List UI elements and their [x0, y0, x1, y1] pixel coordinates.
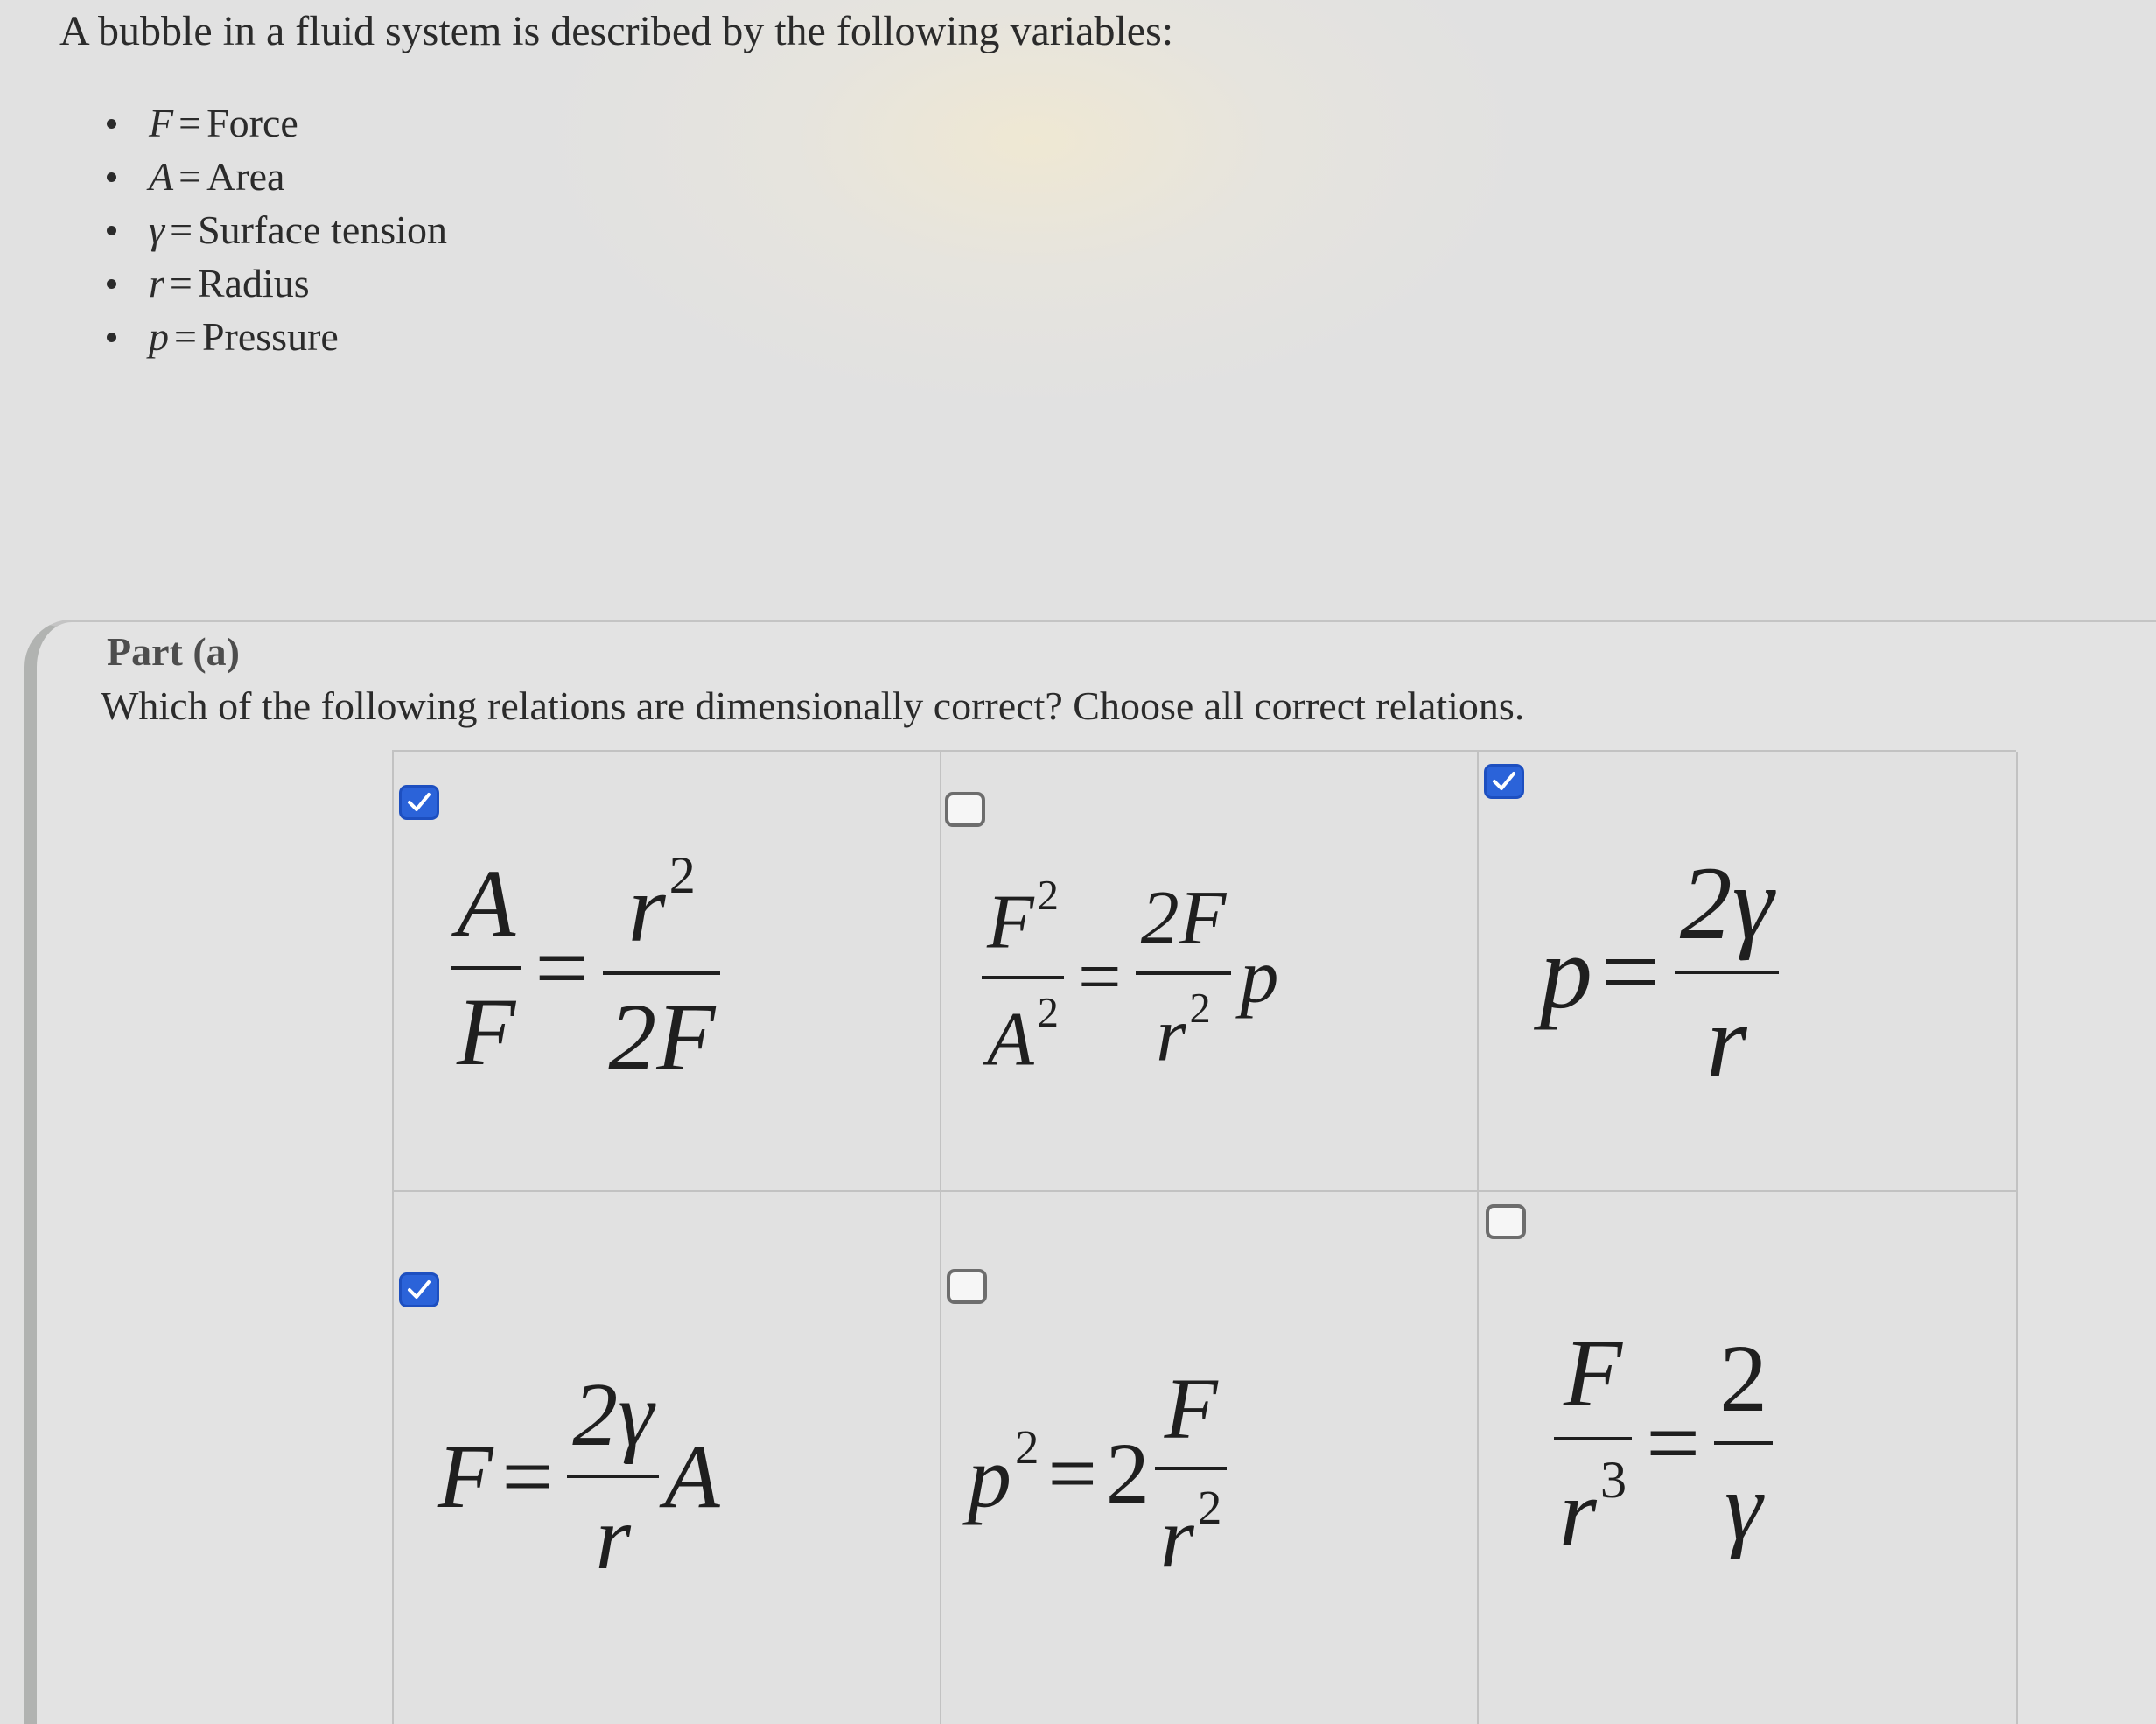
variable-symbol: A	[149, 154, 174, 199]
variable-list	[88, 96, 447, 363]
variable-symbol: r	[149, 261, 164, 305]
fraction	[1714, 1324, 1773, 1561]
equals-sign: =	[501, 1426, 554, 1527]
fraction	[1136, 875, 1232, 1078]
numerator: F	[1563, 1320, 1623, 1426]
denominator	[1155, 1481, 1227, 1587]
variable-name: Pressure	[201, 314, 339, 359]
fraction	[982, 874, 1064, 1081]
equals-sign: =	[1077, 935, 1122, 1020]
option-3-checkbox[interactable]	[1484, 764, 1524, 799]
exponent: 2	[1037, 989, 1059, 1036]
option-4-checkbox[interactable]	[399, 1272, 439, 1307]
fraction-bar	[1554, 1437, 1632, 1440]
fraction	[1155, 1360, 1227, 1587]
exponent: 2	[1015, 1419, 1040, 1474]
exponent: 2	[668, 846, 696, 905]
checkmark-icon	[406, 791, 432, 814]
option-cell-4[interactable]	[394, 1192, 942, 1724]
denominator: γ	[1724, 1454, 1763, 1561]
denominator	[1554, 1450, 1632, 1566]
base: A	[987, 997, 1034, 1083]
variable-item	[88, 96, 447, 150]
exponent: 2	[1037, 873, 1059, 919]
denominator	[1151, 987, 1215, 1076]
base: r	[1159, 1489, 1194, 1587]
area-factor: A	[664, 1426, 720, 1527]
base: p	[968, 1428, 1012, 1525]
numerator: 2	[1719, 1324, 1768, 1432]
base: r	[1156, 992, 1186, 1078]
numerator	[623, 846, 701, 962]
variable-item	[88, 203, 447, 256]
variable-symbol: p	[149, 314, 169, 359]
variable-symbol: F	[149, 101, 174, 145]
option-6-equation	[1549, 1320, 1778, 1566]
equals-sign: =	[1601, 914, 1661, 1030]
option-cell-2[interactable]	[942, 752, 1479, 1192]
option-cell-6[interactable]	[1479, 1192, 2018, 1724]
problem-statement: A bubble in a fluid system is described by the following variables:	[60, 8, 1174, 54]
option-5-equation	[968, 1360, 1232, 1587]
variable-symbol: γ	[149, 207, 165, 252]
denominator: r	[595, 1488, 631, 1589]
variable-name: Radius	[197, 261, 310, 305]
fraction-bar	[1675, 971, 1779, 974]
coefficient: 2	[1105, 1424, 1150, 1522]
option-cell-1[interactable]	[394, 752, 942, 1192]
base: r	[627, 854, 666, 962]
fraction-bar	[567, 1475, 659, 1478]
numerator: 2γ	[572, 1364, 654, 1465]
exponent: 3	[1600, 1450, 1628, 1510]
exponent: 2	[1189, 985, 1211, 1033]
fraction	[452, 849, 521, 1086]
checkmark-icon	[1491, 770, 1517, 793]
equals-sign: =	[178, 101, 202, 145]
option-2-equation	[976, 874, 1278, 1081]
answer-options-grid	[392, 750, 2016, 1724]
denominator: F	[457, 978, 516, 1086]
option-2-checkbox[interactable]	[945, 792, 985, 827]
equals-sign: =	[169, 261, 192, 305]
option-1-equation	[446, 848, 725, 1088]
fraction-bar	[982, 976, 1064, 979]
fraction-bar	[1155, 1467, 1227, 1470]
option-cell-5[interactable]	[942, 1192, 1479, 1724]
variable-name: Area	[206, 154, 285, 199]
option-3-equation	[1540, 844, 1784, 1099]
lhs	[968, 1419, 1040, 1528]
numerator: 2F	[1140, 875, 1227, 961]
variable-name: Force	[206, 101, 298, 145]
fraction-bar	[1714, 1441, 1773, 1445]
denominator: 2F	[608, 983, 716, 1090]
exponent: 2	[1197, 1481, 1222, 1534]
equals-sign: =	[535, 914, 590, 1021]
variable-item	[88, 310, 447, 363]
numerator: A	[457, 849, 516, 957]
checkmark-icon	[406, 1279, 432, 1301]
fraction	[603, 848, 720, 1088]
part-title: Part (a)	[107, 629, 240, 674]
pressure-factor: p	[1240, 935, 1279, 1020]
equals-sign: =	[178, 154, 202, 199]
fraction	[1675, 844, 1779, 1099]
variable-item	[88, 150, 447, 203]
fraction	[567, 1364, 659, 1589]
question-text: Which of the following relations are dimensionally correct? Choose all correct relations.	[101, 683, 1525, 728]
numerator: F	[1164, 1360, 1218, 1457]
equals-sign: =	[1646, 1389, 1701, 1496]
variable-name: Surface tension	[198, 207, 447, 252]
fraction	[1554, 1320, 1632, 1566]
option-4-equation	[438, 1364, 720, 1589]
fraction-bar	[603, 971, 720, 975]
lhs: F	[438, 1426, 494, 1527]
fraction-bar	[452, 966, 521, 970]
equals-sign: =	[174, 314, 197, 359]
variable-item	[88, 256, 447, 310]
numerator: 2γ	[1679, 844, 1774, 961]
base: F	[987, 880, 1034, 965]
equals-sign: =	[170, 207, 193, 252]
option-cell-3[interactable]	[1479, 752, 2018, 1192]
option-6-checkbox[interactable]	[1486, 1204, 1526, 1239]
numerator	[982, 874, 1064, 964]
fraction-bar	[1136, 971, 1232, 975]
denominator	[982, 989, 1064, 1083]
base: r	[1559, 1458, 1597, 1566]
equals-sign: =	[1047, 1424, 1097, 1522]
lhs: p	[1540, 914, 1592, 1030]
option-1-checkbox[interactable]	[399, 785, 439, 820]
option-5-checkbox[interactable]	[947, 1269, 987, 1304]
denominator: r	[1705, 983, 1747, 1099]
